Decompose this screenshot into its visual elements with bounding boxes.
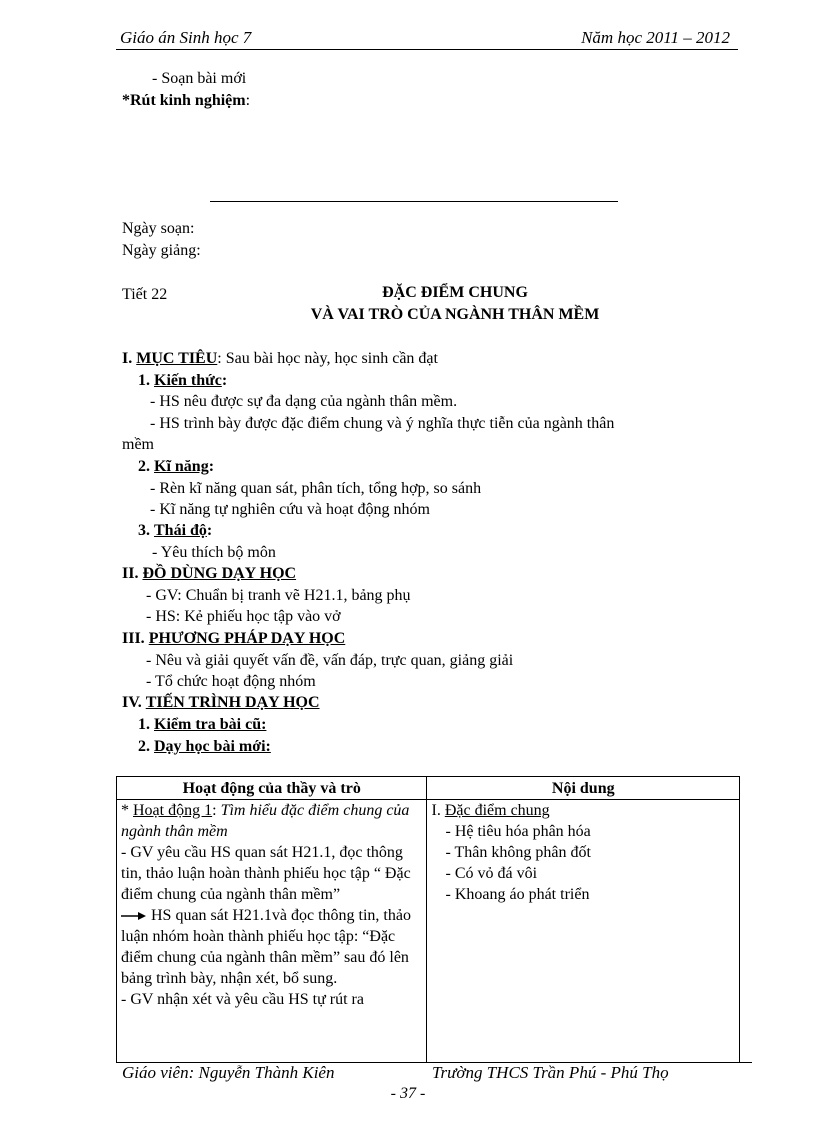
kien-thuc-item-2-cont: mềm xyxy=(122,436,154,453)
section-2-heading: II. ĐỒ DÙNG DẠY HỌC xyxy=(122,565,297,582)
table-row xyxy=(117,800,740,1063)
soan-bai-moi: - Soạn bài mới xyxy=(152,70,247,87)
page-number: - 37 - xyxy=(390,1085,426,1102)
section-3-heading: III. PHƯƠNG PHÁP DẠY HỌC xyxy=(122,630,346,647)
day-hoc-bai-moi: 2. Dạy học bài mới: xyxy=(138,738,271,755)
phuong-phap-item-1: - Nêu và giải quyết vấn đề, vấn đáp, trực quan, giảng giải xyxy=(146,652,514,669)
header-left: Giáo án Sinh học 7 xyxy=(120,28,252,47)
lesson-title-line2: VÀ VAI TRÒ CỦA NGÀNH THÂN MỀM xyxy=(310,306,600,323)
do-dung-gv: - GV: Chuẩn bị tranh vẽ H21.1, bảng phụ xyxy=(146,587,411,604)
activity-gv2-text: - GV nhận xét và yêu cầu HS tự rút ra xyxy=(121,991,364,1008)
do-dung-hs: - HS: Kẻ phiếu học tập vào vở xyxy=(146,608,341,625)
table-col-content: Nội dung xyxy=(427,777,740,800)
ki-nang-item-2: - Kĩ năng tự nghiên cứu và hoạt động nhóm xyxy=(150,501,430,518)
table-header-row xyxy=(117,777,740,800)
content-item: - Có vỏ đá vôi xyxy=(445,865,538,882)
activity-title: * Hoạt động 1: Tìm hiểu đặc điểm chung của ngành thân mềm xyxy=(121,802,410,840)
content-cell xyxy=(427,800,740,1063)
footer-school: Trường THCS Trần Phú - Phú Thọ xyxy=(432,1063,669,1082)
phuong-phap-item-2: - Tổ chức hoạt động nhóm xyxy=(146,673,316,690)
kien-thuc-item-1: - HS nêu được sự đa dạng của ngành thân mềm. xyxy=(150,393,458,410)
divider-line xyxy=(210,201,618,202)
lesson-title-line1: ĐẶC ĐIỂM CHUNG xyxy=(382,284,528,301)
section-1-heading: I. MỤC TIÊU: Sau bài học này, học sinh cần đạt xyxy=(122,350,438,367)
activity-hs-text: HS quan sát H21.1và đọc thông tin, thảo luận nhóm hoàn thành phiếu học tập: “Đặc điểm chung của ngành thân mềm” sau đó lên bảng trình bày, nhận xét, bổ sung. xyxy=(121,907,411,987)
header-right: Năm học 2011 – 2012 xyxy=(581,28,730,47)
lesson-table xyxy=(116,776,740,1063)
tiet-number: Tiết 22 xyxy=(122,286,168,303)
footer-teacher: Giáo viên: Nguyễn Thành Kiên xyxy=(122,1063,335,1082)
ngay-giang: Ngày giảng: xyxy=(122,242,201,259)
thai-do-item-1: - Yêu thích bộ môn xyxy=(152,544,276,561)
right-arrow-icon xyxy=(121,911,147,921)
content-item: - Thân không phân đốt xyxy=(445,844,591,861)
header-rule xyxy=(116,49,738,50)
thai-do-heading: 3. Thái độ: xyxy=(138,522,213,539)
activity-cell xyxy=(117,800,427,1063)
ki-nang-heading: 2. Kĩ năng: xyxy=(138,458,215,475)
table-col-activity: Hoạt động của thầy và trò xyxy=(117,777,427,800)
rut-kinh-nghiem: *Rút kinh nghiệm: xyxy=(122,92,251,109)
kien-thuc-item-2: - HS trình bày được đặc điểm chung và ý nghĩa thực tiễn của ngành thân xyxy=(150,415,615,432)
activity-gv-text: - GV yêu cầu HS quan sát H21.1, đọc thông tin, thảo luận hoàn thành phiếu học tập “ Đặc điểm chung của ngành thân mềm” xyxy=(121,844,411,903)
section-4-heading: IV. TIẾN TRÌNH DẠY HỌC xyxy=(122,694,320,711)
ngay-soan: Ngày soạn: xyxy=(122,220,195,237)
kien-thuc-heading: 1. Kiến thức: xyxy=(138,372,228,389)
content-item: - Hệ tiêu hóa phân hóa xyxy=(445,823,591,840)
kiem-tra-bai-cu: 1. Kiểm tra bài cũ: xyxy=(138,716,267,733)
content-item: - Khoang áo phát triển xyxy=(445,886,590,903)
content-heading: I. Đặc điểm chung xyxy=(431,802,550,819)
ki-nang-item-1: - Rèn kĩ năng quan sát, phân tích, tổng hợp, so sánh xyxy=(150,480,482,497)
